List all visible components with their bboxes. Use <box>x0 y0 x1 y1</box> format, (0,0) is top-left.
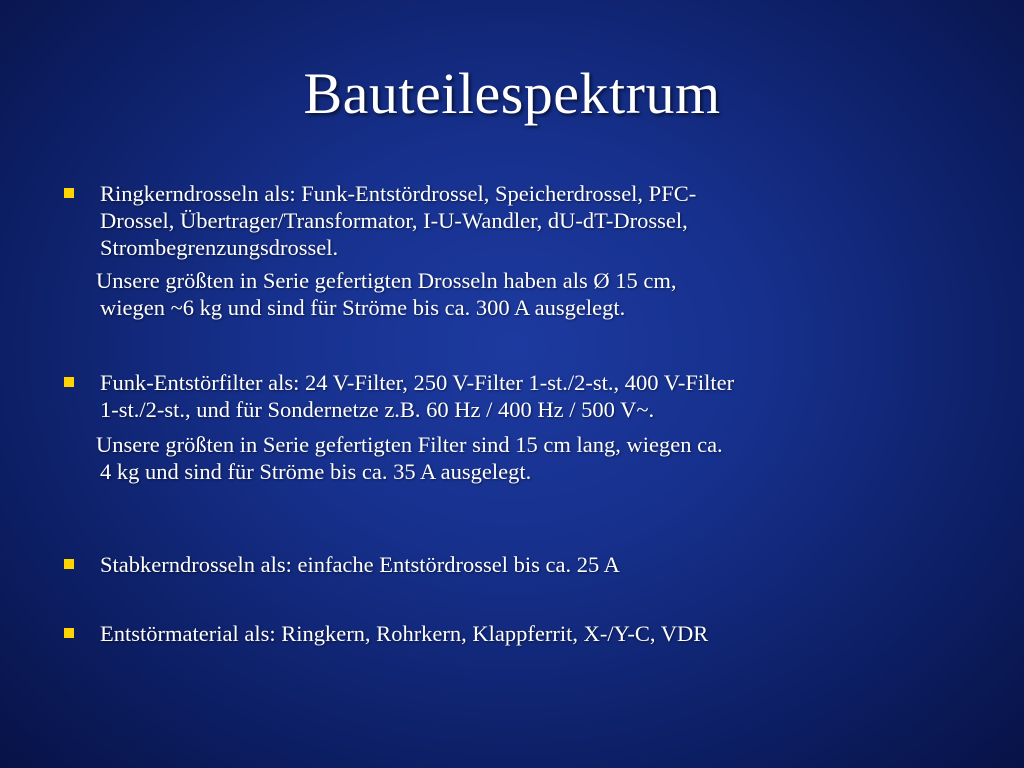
bullet-line: Ringkerndrosseln als: Funk-Entstördrossel, Speicherdrossel, PFC- <box>100 181 697 206</box>
sub-line: wiegen ~6 kg und sind für Ströme bis ca. 300 A ausgelegt. <box>100 295 626 320</box>
bullet-line: Drossel, Übertrager/Transformator, I-U-Wandler, dU-dT-Drossel, <box>100 208 688 233</box>
bullet-line: 1-st./2-st., und für Sondernetze z.B. 60 Hz / 400 Hz / 500 V~. <box>100 397 655 422</box>
square-bullet-icon <box>64 377 74 387</box>
square-bullet-icon <box>64 628 74 638</box>
slide-title: Bauteilespektrum <box>303 61 721 126</box>
bullet-line: Entstörmaterial als: Ringkern, Rohrkern, Klappferrit, X-/Y-C, VDR <box>100 621 709 646</box>
square-bullet-icon <box>64 559 74 569</box>
bullet-main-text <box>62 180 962 261</box>
bullet-item-ringkerndrosseln <box>62 180 962 321</box>
bullet-line: Strombegrenzungsdrossel. <box>100 235 339 260</box>
square-bullet-icon <box>64 188 74 198</box>
bullet-item-stabkerndrosseln <box>62 551 962 578</box>
sub-line: Unsere größten in Serie gefertigten Drosseln haben als Ø 15 cm, <box>96 268 677 293</box>
bullet-main-text <box>62 620 962 647</box>
bullet-sub-paragraph <box>62 431 962 485</box>
bullet-line: Stabkerndrosseln als: einfache Entstördrossel bis ca. 25 A <box>100 552 620 577</box>
bullet-main-text <box>62 551 962 578</box>
sub-line: Unsere größten in Serie gefertigten Filter sind 15 cm lang, wiegen ca. <box>96 432 723 457</box>
bullet-item-funk-entstoerfilter <box>62 369 962 485</box>
sub-line: 4 kg und sind für Ströme bis ca. 35 A ausgelegt. <box>100 459 532 484</box>
bullet-sub-paragraph <box>62 267 962 321</box>
bullet-main-text <box>62 369 962 423</box>
bullet-line: Funk-Entstörfilter als: 24 V-Filter, 250 V-Filter 1-st./2-st., 400 V-Filter <box>100 370 735 395</box>
bullet-item-entstoermaterial <box>62 620 962 647</box>
